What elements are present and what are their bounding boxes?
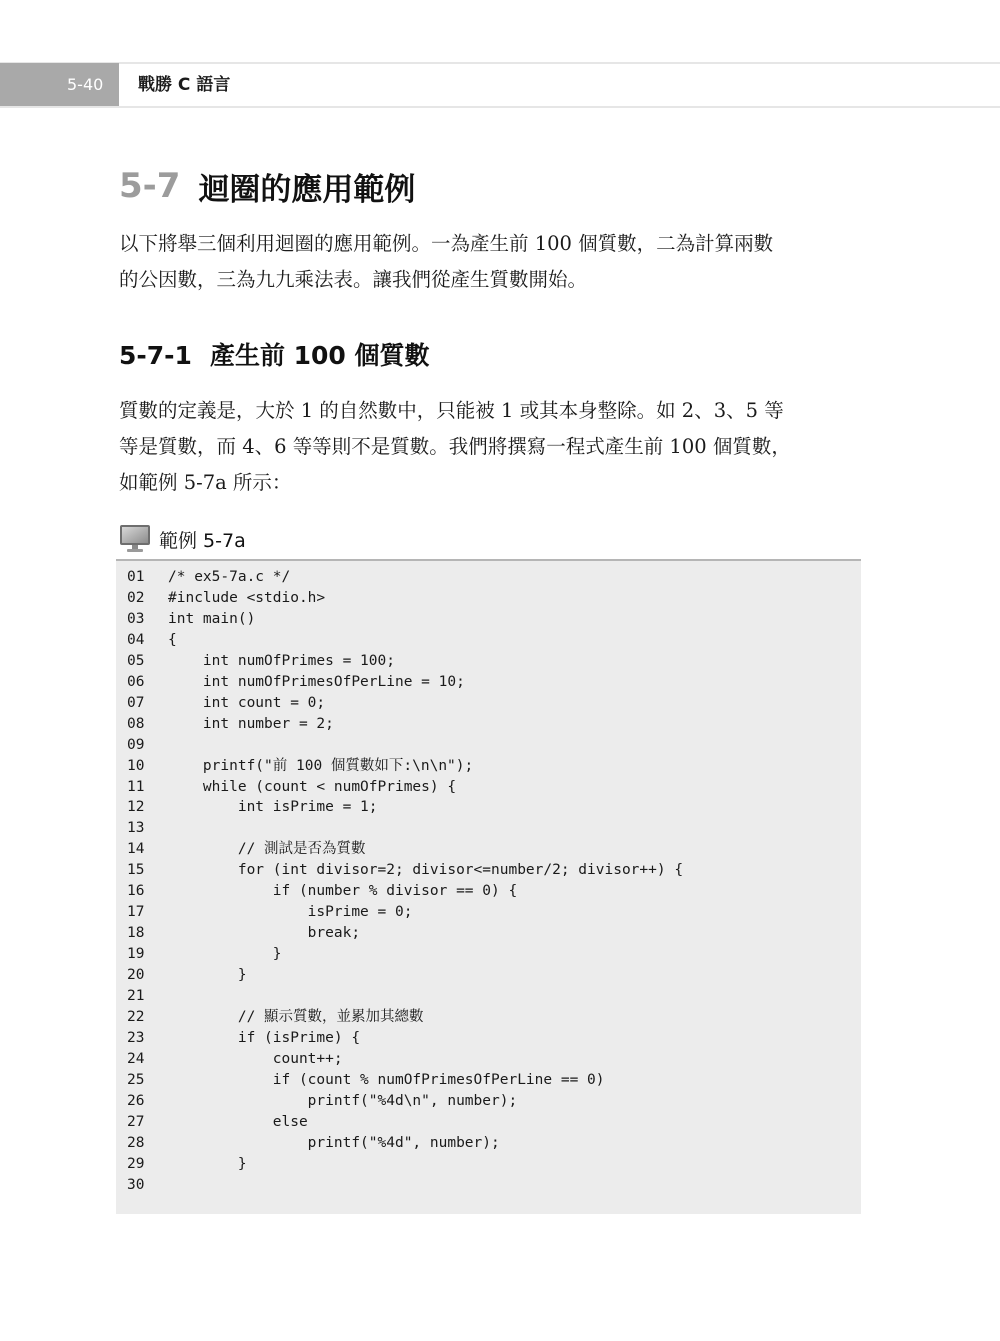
code-listing <box>116 561 861 1214</box>
line-number: 09 <box>127 736 145 753</box>
code-text: for (int divisor=2; divisor<=number/2; divisor++) { <box>168 862 684 879</box>
code-line <box>116 609 861 630</box>
code-text: // 測試是否為質數 <box>168 841 366 858</box>
section-heading <box>119 160 415 212</box>
line-number: 17 <box>127 904 145 921</box>
line-number: 10 <box>127 757 145 774</box>
code-text: int numOfPrimesOfPerLine = 10; <box>168 673 465 690</box>
code-text: printf("%4d\n", number); <box>168 1092 518 1109</box>
code-line <box>116 693 861 714</box>
code-text: int main() <box>168 610 256 627</box>
subsection-title: 產生前 100 個質數 <box>209 341 430 370</box>
code-line <box>116 714 861 735</box>
code-line <box>116 839 861 860</box>
paragraph-line: 質數的定義是，大於 1 的自然數中，只能被 1 或其本身整除。如 2、3、5 等 <box>119 399 784 422</box>
code-line <box>116 1007 861 1028</box>
line-number: 15 <box>127 862 145 879</box>
line-number: 16 <box>127 883 145 900</box>
subsection-heading <box>119 336 430 376</box>
code-line <box>116 1112 861 1133</box>
line-number: 21 <box>127 988 145 1004</box>
code-text: } <box>168 946 282 963</box>
code-line <box>116 1175 861 1196</box>
code-line <box>116 881 861 902</box>
paragraph-line: 如範例 5-7a 所示： <box>119 471 292 494</box>
code-line <box>116 902 861 923</box>
line-number: 27 <box>127 1113 145 1130</box>
code-text: count++; <box>168 1050 343 1067</box>
paragraph-line: 等是質數，而 4、6 等等則不是質數。我們將撰寫一程式產生前 100 個質數， <box>119 435 791 458</box>
line-number: 25 <box>127 1071 145 1088</box>
subsection-number: 5-7-1 <box>119 341 192 370</box>
code-line <box>116 818 861 839</box>
paragraph-line: 以下將舉三個利用迴圈的應用範例。一為產生前 100 個質數，二為計算兩數 <box>119 232 774 255</box>
line-number: 13 <box>127 820 145 837</box>
line-number: 28 <box>127 1134 145 1151</box>
line-number: 07 <box>127 694 145 711</box>
code-line <box>116 630 861 651</box>
line-number: 12 <box>127 799 145 816</box>
line-number: 24 <box>127 1050 145 1067</box>
code-text: if (number % divisor == 0) { <box>168 883 518 900</box>
code-text: while (count < numOfPrimes) { <box>168 778 457 795</box>
code-line <box>116 756 861 777</box>
book-title: 戰勝 C 語言 <box>138 75 231 95</box>
code-line <box>116 1028 861 1049</box>
code-text: #include <stdio.h> <box>168 589 326 606</box>
code-line <box>116 672 861 693</box>
example-caption <box>119 522 246 556</box>
code-line <box>116 777 861 798</box>
code-text: if (isPrime) { <box>168 1029 361 1046</box>
line-number: 11 <box>127 778 145 795</box>
body-paragraph <box>119 393 864 501</box>
code-line <box>116 1070 861 1091</box>
line-number: 14 <box>127 841 145 858</box>
code-text: printf("%4d", number); <box>168 1134 500 1151</box>
code-text: /* ex5-7a.c */ <box>168 569 291 585</box>
code-line <box>116 735 861 756</box>
code-text: int numOfPrimes = 100; <box>168 652 395 669</box>
code-text: break; <box>168 925 361 942</box>
line-number: 29 <box>127 1155 145 1172</box>
code-line <box>116 588 861 609</box>
paragraph-line: 的公因數，三為九九乘法表。讓我們從產生質數開始。 <box>119 268 588 291</box>
code-text: } <box>168 967 247 984</box>
monitor-icon <box>119 524 151 554</box>
example-label: 範例 5-7a <box>159 529 246 552</box>
code-line <box>116 965 861 986</box>
code-line <box>116 986 861 1007</box>
code-line <box>116 944 861 965</box>
line-number: 20 <box>127 967 145 984</box>
code-text: { <box>168 631 177 648</box>
code-text: // 顯示質數，並累加其總數 <box>168 1008 424 1025</box>
code-text: int number = 2; <box>168 715 334 732</box>
line-number: 23 <box>127 1029 145 1046</box>
line-number: 08 <box>127 715 145 732</box>
code-text: printf("前 100 個質數如下:\n\n"); <box>168 757 474 774</box>
code-text: } <box>168 1155 247 1172</box>
code-line <box>116 1133 861 1154</box>
code-text: else <box>168 1113 308 1130</box>
code-line <box>116 567 861 588</box>
line-number: 18 <box>127 925 145 942</box>
line-number: 03 <box>127 610 145 627</box>
code-line <box>116 1049 861 1070</box>
line-number: 01 <box>127 569 145 585</box>
code-line <box>116 797 861 818</box>
line-number: 30 <box>127 1176 145 1193</box>
code-text: int count = 0; <box>168 694 326 711</box>
intro-paragraph <box>119 226 864 298</box>
code-line <box>116 860 861 881</box>
section-number: 5-7 <box>119 166 181 206</box>
page-number: 5-40 <box>0 63 119 107</box>
line-number: 05 <box>127 652 145 669</box>
code-line <box>116 923 861 944</box>
line-number: 26 <box>127 1092 145 1109</box>
header-rule <box>0 106 1000 108</box>
code-text: if (count % numOfPrimesOfPerLine == 0) <box>168 1071 605 1088</box>
line-number: 22 <box>127 1008 145 1025</box>
line-number: 06 <box>127 673 145 690</box>
line-number: 02 <box>127 589 145 606</box>
section-title: 迴圈的應用範例 <box>198 171 416 208</box>
line-number: 19 <box>127 946 145 963</box>
code-line <box>116 1091 861 1112</box>
code-text: int isPrime = 1; <box>168 799 378 816</box>
code-line <box>116 1154 861 1175</box>
code-text: isPrime = 0; <box>168 904 413 921</box>
code-line <box>116 651 861 672</box>
line-number: 04 <box>127 631 145 648</box>
